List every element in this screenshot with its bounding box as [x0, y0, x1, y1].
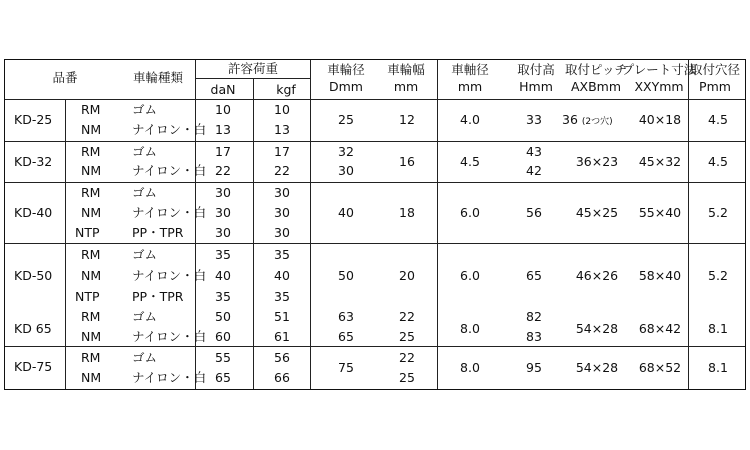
kd32-wheel-dia: 30 — [338, 163, 354, 178]
row-load-kgf: 35 — [274, 247, 290, 262]
row-type: RM — [81, 350, 101, 365]
kd65-hole-dia: 8.1 — [708, 321, 728, 336]
kd65-mount-height: 83 — [526, 329, 542, 344]
row-material: ゴム — [132, 102, 158, 117]
row-type: RM — [81, 102, 101, 117]
row-load-dan: 35 — [215, 289, 231, 304]
hdr-dan: daN — [210, 82, 236, 97]
row-material: PP・TPR — [132, 289, 184, 304]
hdr-mount-pitch-unit: AXBmm — [570, 79, 622, 94]
hdr-mount-pitch: 取付ピッチ — [564, 62, 628, 77]
kd65-wheel-width: 25 — [399, 329, 415, 344]
kd75-plate-size: 68×52 — [638, 360, 682, 375]
kd25-hole-dia: 4.5 — [708, 112, 728, 127]
row-load-dan: 22 — [215, 163, 231, 178]
hdr-plate-size: プレート寸法 — [621, 62, 697, 77]
row-load-kgf: 61 — [274, 329, 290, 344]
row-load-dan: 30 — [215, 225, 231, 240]
row-load-dan: 30 — [215, 185, 231, 200]
model-code: KD-50 — [14, 268, 53, 283]
kd65-wheel-dia: 65 — [338, 329, 354, 344]
row-load-kgf: 17 — [274, 144, 290, 159]
kd25-mount-pitch: 36 (2つ穴) — [562, 112, 613, 127]
row-load-dan: 40 — [215, 268, 231, 283]
hdr-wheel-type: 車輪種類 — [132, 70, 184, 85]
row-load-kgf: 10 — [274, 102, 290, 117]
hdr-axle-dia-unit: mm — [457, 79, 483, 94]
kd65-plate-size: 68×42 — [638, 321, 682, 336]
row-type: RM — [81, 144, 101, 159]
hdr-hole-dia-unit: Pmm — [699, 79, 731, 94]
kd25-axle-dia: 4.0 — [460, 112, 480, 127]
kd40-mount-height: 56 — [526, 205, 542, 220]
row-load-kgf: 30 — [274, 185, 290, 200]
row-type: RM — [81, 309, 101, 324]
row-type: NM — [81, 268, 102, 283]
kd65-wheel-dia: 63 — [338, 309, 354, 324]
kd75-axle-dia: 8.0 — [460, 360, 480, 375]
row-material: ナイロン・白 — [132, 329, 207, 344]
row-load-dan: 30 — [215, 205, 231, 220]
hdr-wheel-width: 車輪幅 — [387, 62, 425, 77]
row-load-dan: 50 — [215, 309, 231, 324]
kd25-wheel-dia: 25 — [338, 112, 354, 127]
row-material: PP・TPR — [132, 225, 184, 240]
hdr-hole-dia: 取付穴径 — [689, 62, 741, 77]
kd32-wheel-dia: 32 — [338, 144, 354, 159]
model-code: KD 65 — [14, 321, 52, 336]
row-type: NTP — [75, 225, 100, 240]
row-type: NM — [81, 205, 102, 220]
hdr-mount-height-unit: Hmm — [519, 79, 553, 94]
row-load-kgf: 22 — [274, 163, 290, 178]
kd40-hole-dia: 5.2 — [708, 205, 728, 220]
kd65-mount-height: 82 — [526, 309, 542, 324]
kd32-wheel-width: 16 — [399, 154, 415, 169]
row-type: RM — [81, 247, 101, 262]
col-rule-6 — [688, 60, 689, 389]
kd32-plate-size: 45×32 — [638, 154, 682, 169]
row-load-dan: 10 — [215, 102, 231, 117]
hdr-kgf: kgf — [276, 82, 296, 97]
row-load-dan: 60 — [215, 329, 231, 344]
kd75-mount-pitch: 54×28 — [575, 360, 619, 375]
kd25-wheel-width: 12 — [399, 112, 415, 127]
kd40-plate-size: 55×40 — [638, 205, 682, 220]
row-type: NTP — [75, 289, 100, 304]
row-material: ナイロン・白 — [132, 163, 207, 178]
hdr-allowable-load: 許容荷重 — [227, 61, 279, 76]
rule-kd40 — [5, 243, 745, 244]
kd50-mount-pitch: 46×26 — [575, 268, 619, 283]
model-code: KD-25 — [14, 112, 53, 127]
kd65-wheel-width: 22 — [399, 309, 415, 324]
row-type: NM — [81, 370, 102, 385]
kd50-wheel-dia: 50 — [338, 268, 354, 283]
row-load-dan: 55 — [215, 350, 231, 365]
rule-header — [5, 99, 745, 100]
kd25-mount-height: 33 — [526, 112, 542, 127]
row-load-dan: 65 — [215, 370, 231, 385]
row-load-kgf: 56 — [274, 350, 290, 365]
col-rule-3 — [253, 78, 254, 389]
kd40-wheel-dia: 40 — [338, 205, 354, 220]
kd50-mount-height: 65 — [526, 268, 542, 283]
row-load-dan: 17 — [215, 144, 231, 159]
kd32-hole-dia: 4.5 — [708, 154, 728, 169]
row-type: RM — [81, 185, 101, 200]
kd75-mount-height: 95 — [526, 360, 542, 375]
row-type: NM — [81, 122, 102, 137]
spec-table — [4, 59, 746, 390]
row-load-kgf: 30 — [274, 225, 290, 240]
row-load-kgf: 30 — [274, 205, 290, 220]
row-material: ゴム — [132, 309, 158, 324]
hdr-wheel-dia-unit: Dmm — [329, 79, 363, 94]
row-load-kgf: 40 — [274, 268, 290, 283]
kd50-axle-dia: 6.0 — [460, 268, 480, 283]
row-material: ゴム — [132, 350, 158, 365]
kd50-hole-dia: 5.2 — [708, 268, 728, 283]
hdr-hinban: 品番 — [52, 70, 78, 85]
col-rule-4 — [310, 60, 311, 389]
col-rule-1 — [65, 99, 66, 389]
row-load-dan: 13 — [215, 122, 231, 137]
hdr-plate-size-unit: XXYmm — [634, 79, 684, 94]
row-load-kgf: 66 — [274, 370, 290, 385]
kd32-mount-height: 43 — [526, 144, 542, 159]
row-type: NM — [81, 329, 102, 344]
kd75-wheel-width: 22 — [399, 350, 415, 365]
kd65-mount-pitch: 54×28 — [575, 321, 619, 336]
row-load-kgf: 13 — [274, 122, 290, 137]
kd65-axle-dia: 8.0 — [460, 321, 480, 336]
col-rule-5 — [437, 60, 438, 389]
row-material: ゴム — [132, 144, 158, 159]
hdr-wheel-width-unit: mm — [393, 79, 419, 94]
kd40-mount-pitch: 45×25 — [575, 205, 619, 220]
kd32-mount-height: 42 — [526, 163, 542, 178]
row-material: ゴム — [132, 185, 158, 200]
kd50-plate-size: 58×40 — [638, 268, 682, 283]
kd40-wheel-width: 18 — [399, 205, 415, 220]
row-type: NM — [81, 163, 102, 178]
row-load-kgf: 51 — [274, 309, 290, 324]
model-code: KD-32 — [14, 154, 53, 169]
hdr-mount-height: 取付高 — [517, 62, 555, 77]
kd50-wheel-width: 20 — [399, 268, 415, 283]
row-material: ゴム — [132, 247, 158, 262]
row-material: ナイロン・白 — [132, 370, 207, 385]
row-material: ナイロン・白 — [132, 205, 207, 220]
row-material: ナイロン・白 — [132, 268, 207, 283]
rule-kd25 — [5, 141, 745, 142]
kd40-axle-dia: 6.0 — [460, 205, 480, 220]
rule-kd32 — [5, 182, 745, 183]
kd32-axle-dia: 4.5 — [460, 154, 480, 169]
model-code: KD-75 — [14, 359, 53, 374]
rule-kd65 — [5, 346, 745, 347]
hdr-axle-dia: 車軸径 — [451, 62, 489, 77]
row-load-dan: 35 — [215, 247, 231, 262]
row-material: ナイロン・白 — [132, 122, 207, 137]
model-code: KD-40 — [14, 205, 53, 220]
kd25-plate-size: 40×18 — [638, 112, 682, 127]
row-load-kgf: 35 — [274, 289, 290, 304]
kd75-hole-dia: 8.1 — [708, 360, 728, 375]
kd32-mount-pitch: 36×23 — [575, 154, 619, 169]
kd75-wheel-dia: 75 — [338, 360, 354, 375]
kd75-wheel-width: 25 — [399, 370, 415, 385]
hdr-wheel-dia: 車輪径 — [327, 62, 365, 77]
